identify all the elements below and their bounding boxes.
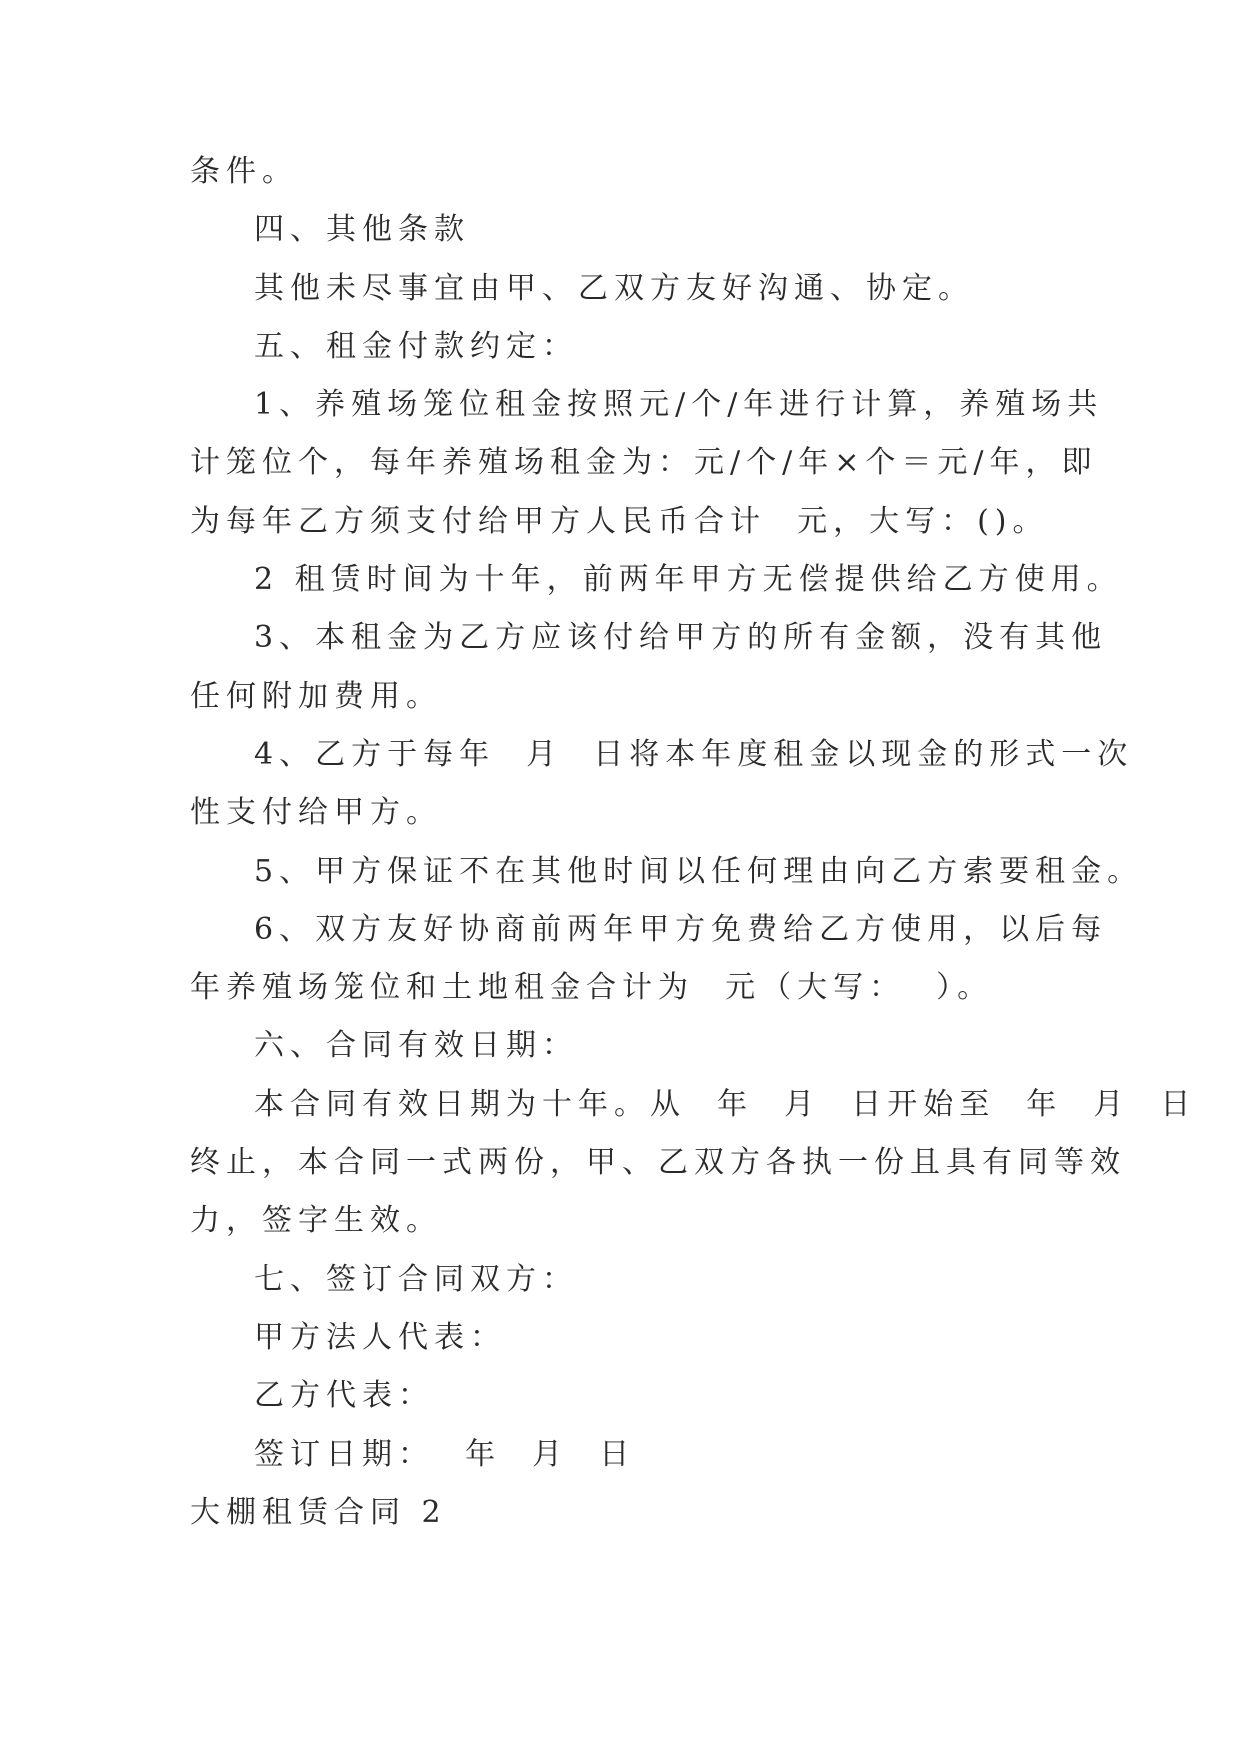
rent-item-2: 2 租赁时间为十年，前两年甲方无偿提供给乙方使用。 [254,562,1123,598]
validity-line-3: 力，签字生效。 [190,1203,442,1239]
validity-line-2: 终止，本合同一式两份，甲、乙双方各执一份且具有同等效 [190,1145,1126,1181]
rent-item-6-line-1: 6、双方友好协商前两年甲方免费给乙方使用，以后每 [254,911,1108,947]
validity-line-1: 本合同有效日期为十年。从 年 月 日开始至 年 月 日 [254,1086,1197,1122]
rent-item-4-line-1: 4、乙方于每年 月 日将本年度租金以现金的形式一次 [254,736,1134,772]
heading-signing-parties: 七、签订合同双方： [254,1261,578,1297]
rent-item-3-line-1: 3、本租金为乙方应该付给甲方的所有金额，没有其他 [254,620,1108,656]
rent-item-1-line-3: 为每年乙方须支付给甲方人民币合计 元，大写：()。 [190,503,1049,539]
rent-item-1-line-2: 计笼位个，每年养殖场租金为：元/个/年×个＝元/年，即 [190,445,1098,481]
line-conditions-tail: 条件。 [190,154,298,189]
document-body [190,152,1197,1551]
rent-item-5: 5、甲方保证不在其他时间以任何理由向乙方索要租金。 [254,853,1144,889]
heading-rent-payment: 五、租金付款约定： [254,328,578,364]
signing-date: 签订日期： 年 月 日 [254,1436,636,1472]
rent-item-4-line-2: 性支付给甲方。 [190,795,442,831]
rent-item-6-line-2: 年养殖场笼位和土地租金合计为 元（大写： ）。 [190,970,994,1006]
next-contract-title: 大棚租赁合同 2 [190,1494,447,1530]
rent-item-1-line-1: 1、养殖场笼位租金按照元/个/年进行计算，养殖场共 [254,387,1104,423]
rent-item-3-line-2: 任何附加费用。 [190,678,442,714]
paragraph-other-matters: 其他未尽事宜由甲、乙双方友好沟通、协定。 [254,270,974,306]
heading-contract-validity: 六、合同有效日期： [254,1028,578,1064]
party-a-representative: 甲方法人代表： [254,1319,506,1355]
heading-other-terms: 四、其他条款 [254,212,470,248]
party-b-representative: 乙方代表： [254,1378,434,1414]
